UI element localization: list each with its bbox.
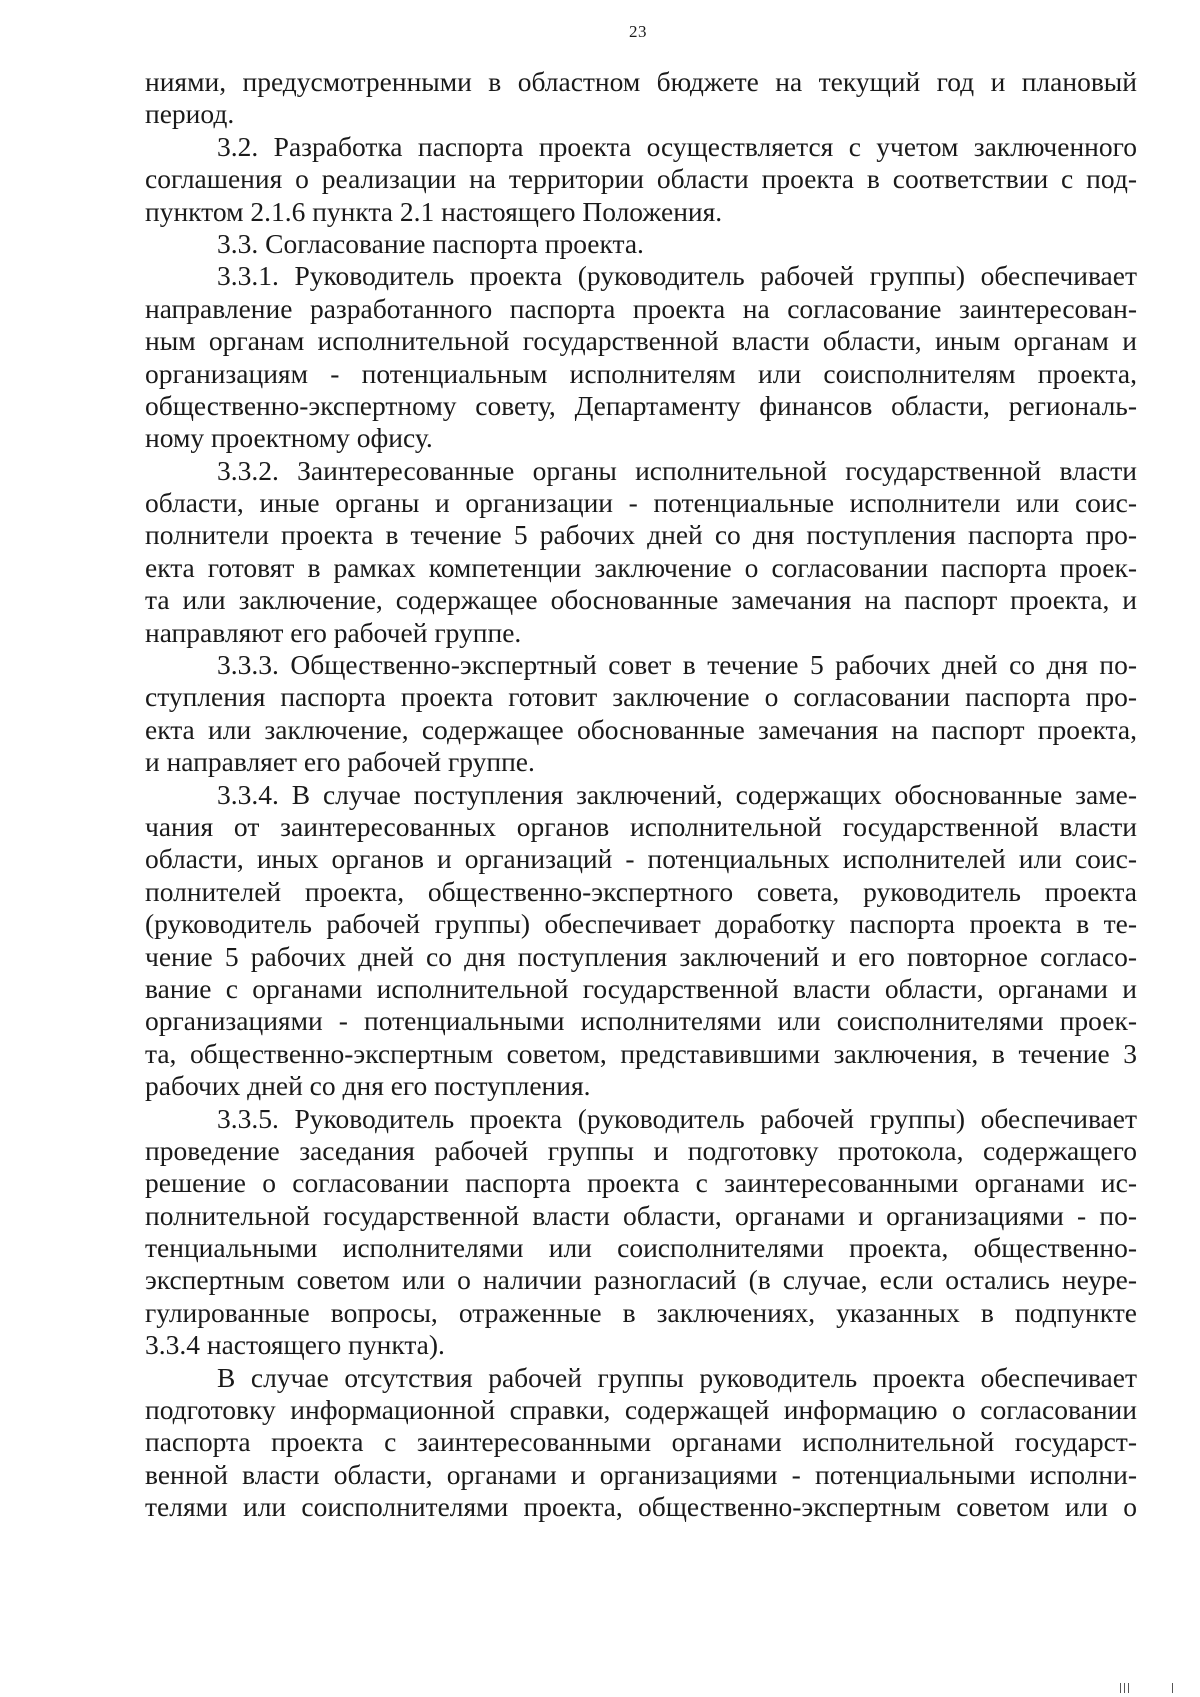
text-line: полнителей проекта, общественно-экспертного совета, руководитель проекта: [145, 875, 1137, 907]
text-line: паспорта проекта с заинтересованными органами исполнительной государст-: [145, 1426, 1137, 1458]
text-line: тенциальными исполнителями или соисполнителями проекта, общественно-: [145, 1232, 1137, 1264]
text-line: пунктом 2.1.6 пункта 2.1 настоящего Положения.: [145, 195, 723, 227]
text-line: направление разработанного паспорта проекта на согласование заинтересован-: [145, 292, 1137, 324]
text-line: екта или заключение, содержащее обоснованные замечания на паспорт проекта,: [145, 713, 1137, 745]
text-line: ступления паспорта проекта готовит заключение о согласовании паспорта про-: [145, 681, 1137, 713]
text-line: области, иные органы и организации - потенциальные исполнители или соис-: [145, 487, 1137, 519]
text-line: телями или соисполнителями проекта, общественно-экспертным советом или о: [145, 1491, 1137, 1523]
text-line: направляют его рабочей группе.: [145, 616, 522, 648]
text-line: полнители проекта в течение 5 рабочих дней со дня поступления паспорта про-: [145, 519, 1137, 551]
text-line: та, общественно-экспертным советом, представившими заключения, в течение 3: [145, 1037, 1137, 1069]
text-line: гулированные вопросы, отраженные в заключениях, указанных в подпункте: [145, 1296, 1137, 1328]
text-line: 3.3.4. В случае поступления заключений, содержащих обоснованные заме-: [217, 778, 1137, 810]
text-line: ниями, предусмотренными в областном бюджете на текущий год и плановый: [145, 66, 1137, 97]
text-line: экспертным советом или о наличии разногласий (в случае, если остались неуре-: [145, 1264, 1137, 1296]
text-line: ным органам исполнительной государственной власти области, иным органам и: [145, 325, 1137, 357]
page-number: 23: [629, 22, 647, 41]
document-body: [145, 66, 1137, 1524]
text-line: (руководитель рабочей группы) обеспечивает доработку паспорта проекта в те-: [145, 908, 1137, 940]
text-line: екта готовят в рамках компетенции заключение о согласовании паспорта проек-: [145, 551, 1137, 583]
text-line: 3.3.4 настоящего пункта).: [145, 1329, 445, 1361]
text-line: 3.3.1. Руководитель проекта (руководитель рабочей группы) обеспечивает: [217, 260, 1137, 292]
text-line: организациям - потенциальным исполнителям или соисполнителям проекта,: [145, 357, 1137, 389]
text-line: 3.3.2. Заинтересованные органы исполнительной государственной власти: [217, 454, 1137, 486]
text-line: организациями - потенциальными исполнителями или соисполнителями проек-: [145, 1005, 1137, 1037]
text-line: и направляет его рабочей группе.: [145, 746, 535, 778]
scan-artifact: [1172, 1683, 1173, 1693]
text-line: 3.3.5. Руководитель проекта (руководитель рабочей группы) обеспечивает: [217, 1102, 1137, 1134]
text-line: полнительной государственной власти области, органами и организациями - по-: [145, 1199, 1137, 1231]
text-line: чение 5 рабочих дней со дня поступления заключений и его повторное согласо-: [145, 940, 1137, 972]
text-line: ному проектному офису.: [145, 422, 433, 454]
text-line: период.: [145, 98, 235, 130]
text-line: чания от заинтересованных органов исполнительной государственной власти: [145, 810, 1137, 842]
text-line: 3.2. Разработка паспорта проекта осуществляется с учетом заключенного: [217, 130, 1137, 162]
text-line: подготовку информационной справки, содержащей информацию о согласовании: [145, 1394, 1137, 1426]
scan-artifact: [1128, 1683, 1129, 1693]
scan-artifact: [1120, 1683, 1121, 1693]
text-line: 3.3. Согласование паспорта проекта.: [217, 227, 644, 259]
text-line: рабочих дней со дня его поступления.: [145, 1070, 591, 1102]
text-line: вание с органами исполнительной государственной власти области, органами и: [145, 972, 1137, 1004]
text-line: проведение заседания рабочей группы и подготовку протокола, содержащего: [145, 1134, 1137, 1166]
text-line: общественно-экспертному совету, Департаменту финансов области, региональ-: [145, 389, 1137, 421]
text-line: В случае отсутствия рабочей группы руководитель проекта обеспечивает: [217, 1361, 1137, 1393]
text-line: соглашения о реализации на территории области проекта в соответствии с под-: [145, 163, 1137, 195]
scan-artifact: [1124, 1683, 1125, 1693]
text-line: венной власти области, органами и организациями - потенциальными исполни-: [145, 1458, 1137, 1490]
text-line: та или заключение, содержащее обоснованные замечания на паспорт проекта, и: [145, 584, 1137, 616]
text-line: решение о согласовании паспорта проекта с заинтересованными органами ис-: [145, 1167, 1137, 1199]
text-line: области, иных органов и организаций - потенциальных исполнителей или соис-: [145, 843, 1137, 875]
text-line: 3.3.3. Общественно-экспертный совет в течение 5 рабочих дней со дня по-: [217, 649, 1137, 681]
